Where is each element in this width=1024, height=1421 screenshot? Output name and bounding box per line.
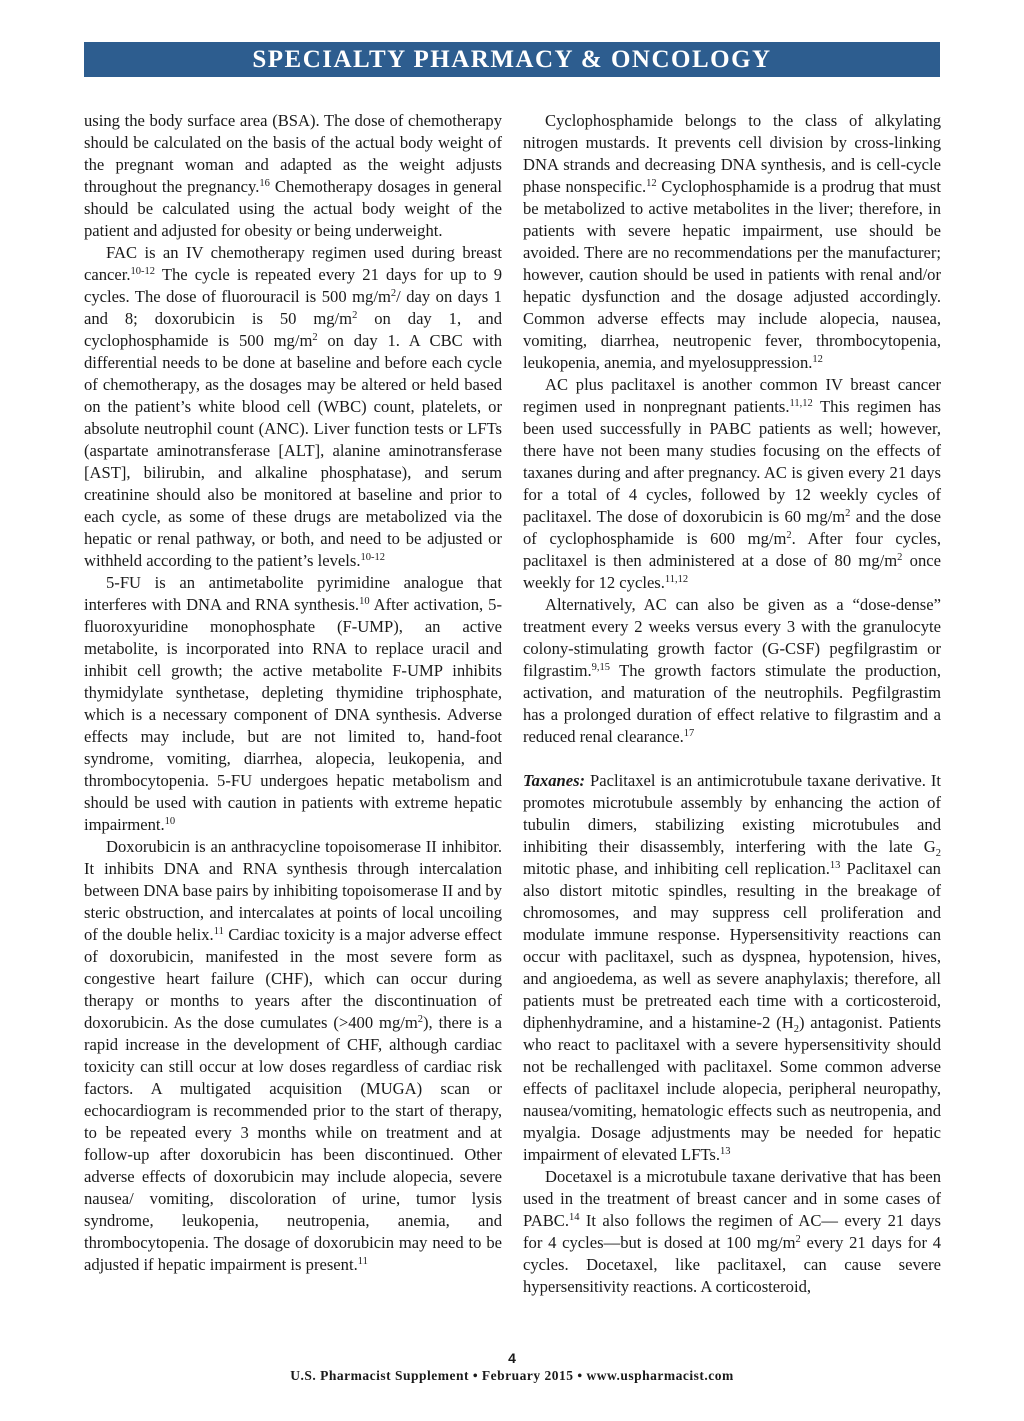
paragraph-ac-paclitaxel: AC plus paclitaxel is another common IV breast cancer regimen used in nonpregnant patients.$^{11,12}$ This regimen has been used successfully in PABC patients as well; however, there have not been many studies focusing on the effects of taxanes during and after pregnancy. AC is given every 21 days for a total of 4 cycles, followed by 12 weekly cycles of paclitaxel. The dose of doxorubicin is 60 $mg/m^2$ and the dose of cyclophosphamide is 600 $mg/m^2$. After four cycles, paclitaxel is then administered at a dose of 80 $mg/m^2$ once weekly for 12 cycles.$^{11,12}$ (523, 375, 941, 592)
paragraph-bsa-dosing: using the body surface area (BSA). The dose of chemotherapy should be calculated on the basis of the actual body weight of the pregnant woman and adapted as the weight adjusts throughout the pregnancy.$^{16}$ Chemotherapy dosages in general should be calculated using the actual body weight of the patient and adjusted for obesity or being underweight. (84, 111, 502, 240)
page-number: 4 (508, 1350, 516, 1366)
right-column (523, 110, 941, 1298)
section-banner (84, 42, 940, 77)
paragraph-fac-regimen: FAC is an IV chemotherapy regimen used during breast cancer.$^{10-12}$ The cycle is repeated every 21 days for up to 9 cycles. The dose of fluorouracil is 500 $mg/m^2/$ day on days 1 and 8; doxorubicin is 50 $mg/m^2$ on day 1, and cyclophosphamide is 500 $mg/m^2$ on day 1. A CBC with differential needs to be done at baseline and before each cycle of chemotherapy, as the dosages may be altered or held based on the patient’s white blood cell (WBC) count, platelets, or absolute neutrophil count (ANC). Liver function tests or LFTs (aspartate aminotransferase [ALT], alanine aminotransferase [AST], bilirubin, and alkaline phosphatase), and serum creatinine should also be monitored at baseline and prior to each cycle, as some of these drugs are metabolized via the hepatic or renal pathway, or both, and need to be adjusted or withheld according to the patient’s levels.$^{10-12}$ (84, 243, 503, 570)
paragraph-5fu: 5-FU is an antimetabolite pyrimidine analogue that interferes with DNA and RNA synthesis.$^{10}$ After activation, 5-fluoroxyuridine monophosphate (F-UMP), an active metabolite, is incorporated into RNA to replace uracil and inhibit cell growth; the active metabolite F-UMP inhibits thymidylate synthetase, depleting thymidine triphosphate, which is a necessary component of DNA synthesis. Adverse effects may include, but are not limited to, hand-foot syndrome, vomiting, diarrhea, alopecia, leukopenia, and thrombocytopenia. 5-FU undergoes hepatic metabolism and should be used with caution in patients with extreme hepatic impairment.$^{10}$ (84, 573, 502, 834)
paragraph-docetaxel: Docetaxel is a microtubule taxane derivative that has been used in the treatment of breast cancer and in some cases of PABC.$^{14}$ It also follows the regimen of AC— every 21 days for 4 cycles—but is dosed at 100 $mg/m^2$ every 21 days for 4 cycles. Docetaxel, like paclitaxel, can cause severe hypersensitivity reactions. A corticosteroid, (523, 1167, 942, 1296)
section-title: SPECIALTY PHARMACY & ONCOLOGY (252, 46, 772, 73)
taxanes-heading: Taxanes: (523, 771, 586, 790)
left-column (84, 110, 502, 1276)
paragraph-cyclophosphamide: Cyclophosphamide belongs to the class of alkylating nitrogen mustards. It prevents cell division by cross-linking DNA strands and decreasing DNA synthesis, and is cell-cycle phase nonspecific.$^{12}$ Cyclophosphamide is a prodrug that must be metabolized to active metabolites in the liver; therefore, in patients with severe hepatic impairment, use should be avoided. There are no recommendations per the manufacturer; however, caution should be used in patients with renal and/or hepatic dysfunction and the dosage adjusted accordingly. Common adverse effects may include alopecia, nausea, vomiting, diarrhea, neutropenic fever, thrombocytopenia, leukopenia, anemia, and myelosuppression.$^{12}$ (523, 111, 941, 372)
paragraph-taxanes: Taxanes: Paclitaxel is an antimicrotubule taxane derivative. It promotes microtubule assembly by enhancing the action of tubulin dimers, stabilizing existing microtubules and inhibiting their disassembly, interfering with the late $G_2$ mitotic phase, and inhibiting cell replication.$^{13}$ Paclitaxel can also distort mitotic spindles, resulting in the breakage of chromosomes, and may suppress cell proliferation and modulate immune response. Hypersensitivity reactions can occur with paclitaxel, such as dyspnea, hypotension, hives, and angioedema, as well as severe anaphylaxis; therefore, all patients must be pretreated each time with a corticosteroid, diphenhydramine, and a histamine-2 $(H_2)$ antagonist. Patients who react to paclitaxel with a severe hypersensitivity should not be rechallenged with paclitaxel. Some common adverse effects of paclitaxel include alopecia, peripheral neuropathy, nausea/vomiting, hematologic effects such as neutropenia, and myalgia. Dosage adjustments may be needed for hepatic impairment of elevated LFTs.$^{13}$ (523, 771, 941, 1164)
footer-citation: U.S. Pharmacist Supplement • February 2015 • www.uspharmacist.com (290, 1368, 734, 1383)
paragraph-dose-dense: Alternatively, AC can also be given as a “dose-dense” treatment every 2 weeks versus every 3 with the granulocyte colony-stimulating growth factor (G-CSF) pegfilgrastim or filgrastim.$^{9,15}$ The growth factors stimulate the production, activation, and maturation of the neutrophils. Pegfilgrastim has a prolonged duration of effect relative to filgrastim and a reduced renal clearance.$^{17}$ (523, 595, 941, 746)
paragraph-doxorubicin: Doxorubicin is an anthracycline topoisomerase II inhibitor. It inhibits DNA and RNA synthesis through intercalation between DNA base pairs by inhibiting topoisomerase II and by steric obstruction, and intercalates at points of local uncoiling of the double helix.$^{11}$ Cardiac toxicity is a major adverse effect of doxorubicin, manifested in the most severe form as congestive heart failure (CHF), which can occur during therapy or months to years after the discontinuation of doxorubicin. As the dose cumulates (>400 $mg/m^2$), there is a rapid increase in the development of CHF, although cardiac toxicity can still occur at low doses regardless of cardiac risk factors. A multigated acquisition (MUGA) scan or echocardiogram is recommended prior to the start of therapy, to be repeated every 3 months while on treatment and at follow-up after doxorubicin has been discontinued. Other adverse effects of doxorubicin may include alopecia, severe nausea/ vomiting, discoloration of urine, tumor lysis syndrome, leukopenia, neutropenia, anemia, and thrombocytopenia. The dosage of doxorubicin may need to be adjusted if hepatic impairment is present.$^{11}$ (84, 837, 503, 1274)
